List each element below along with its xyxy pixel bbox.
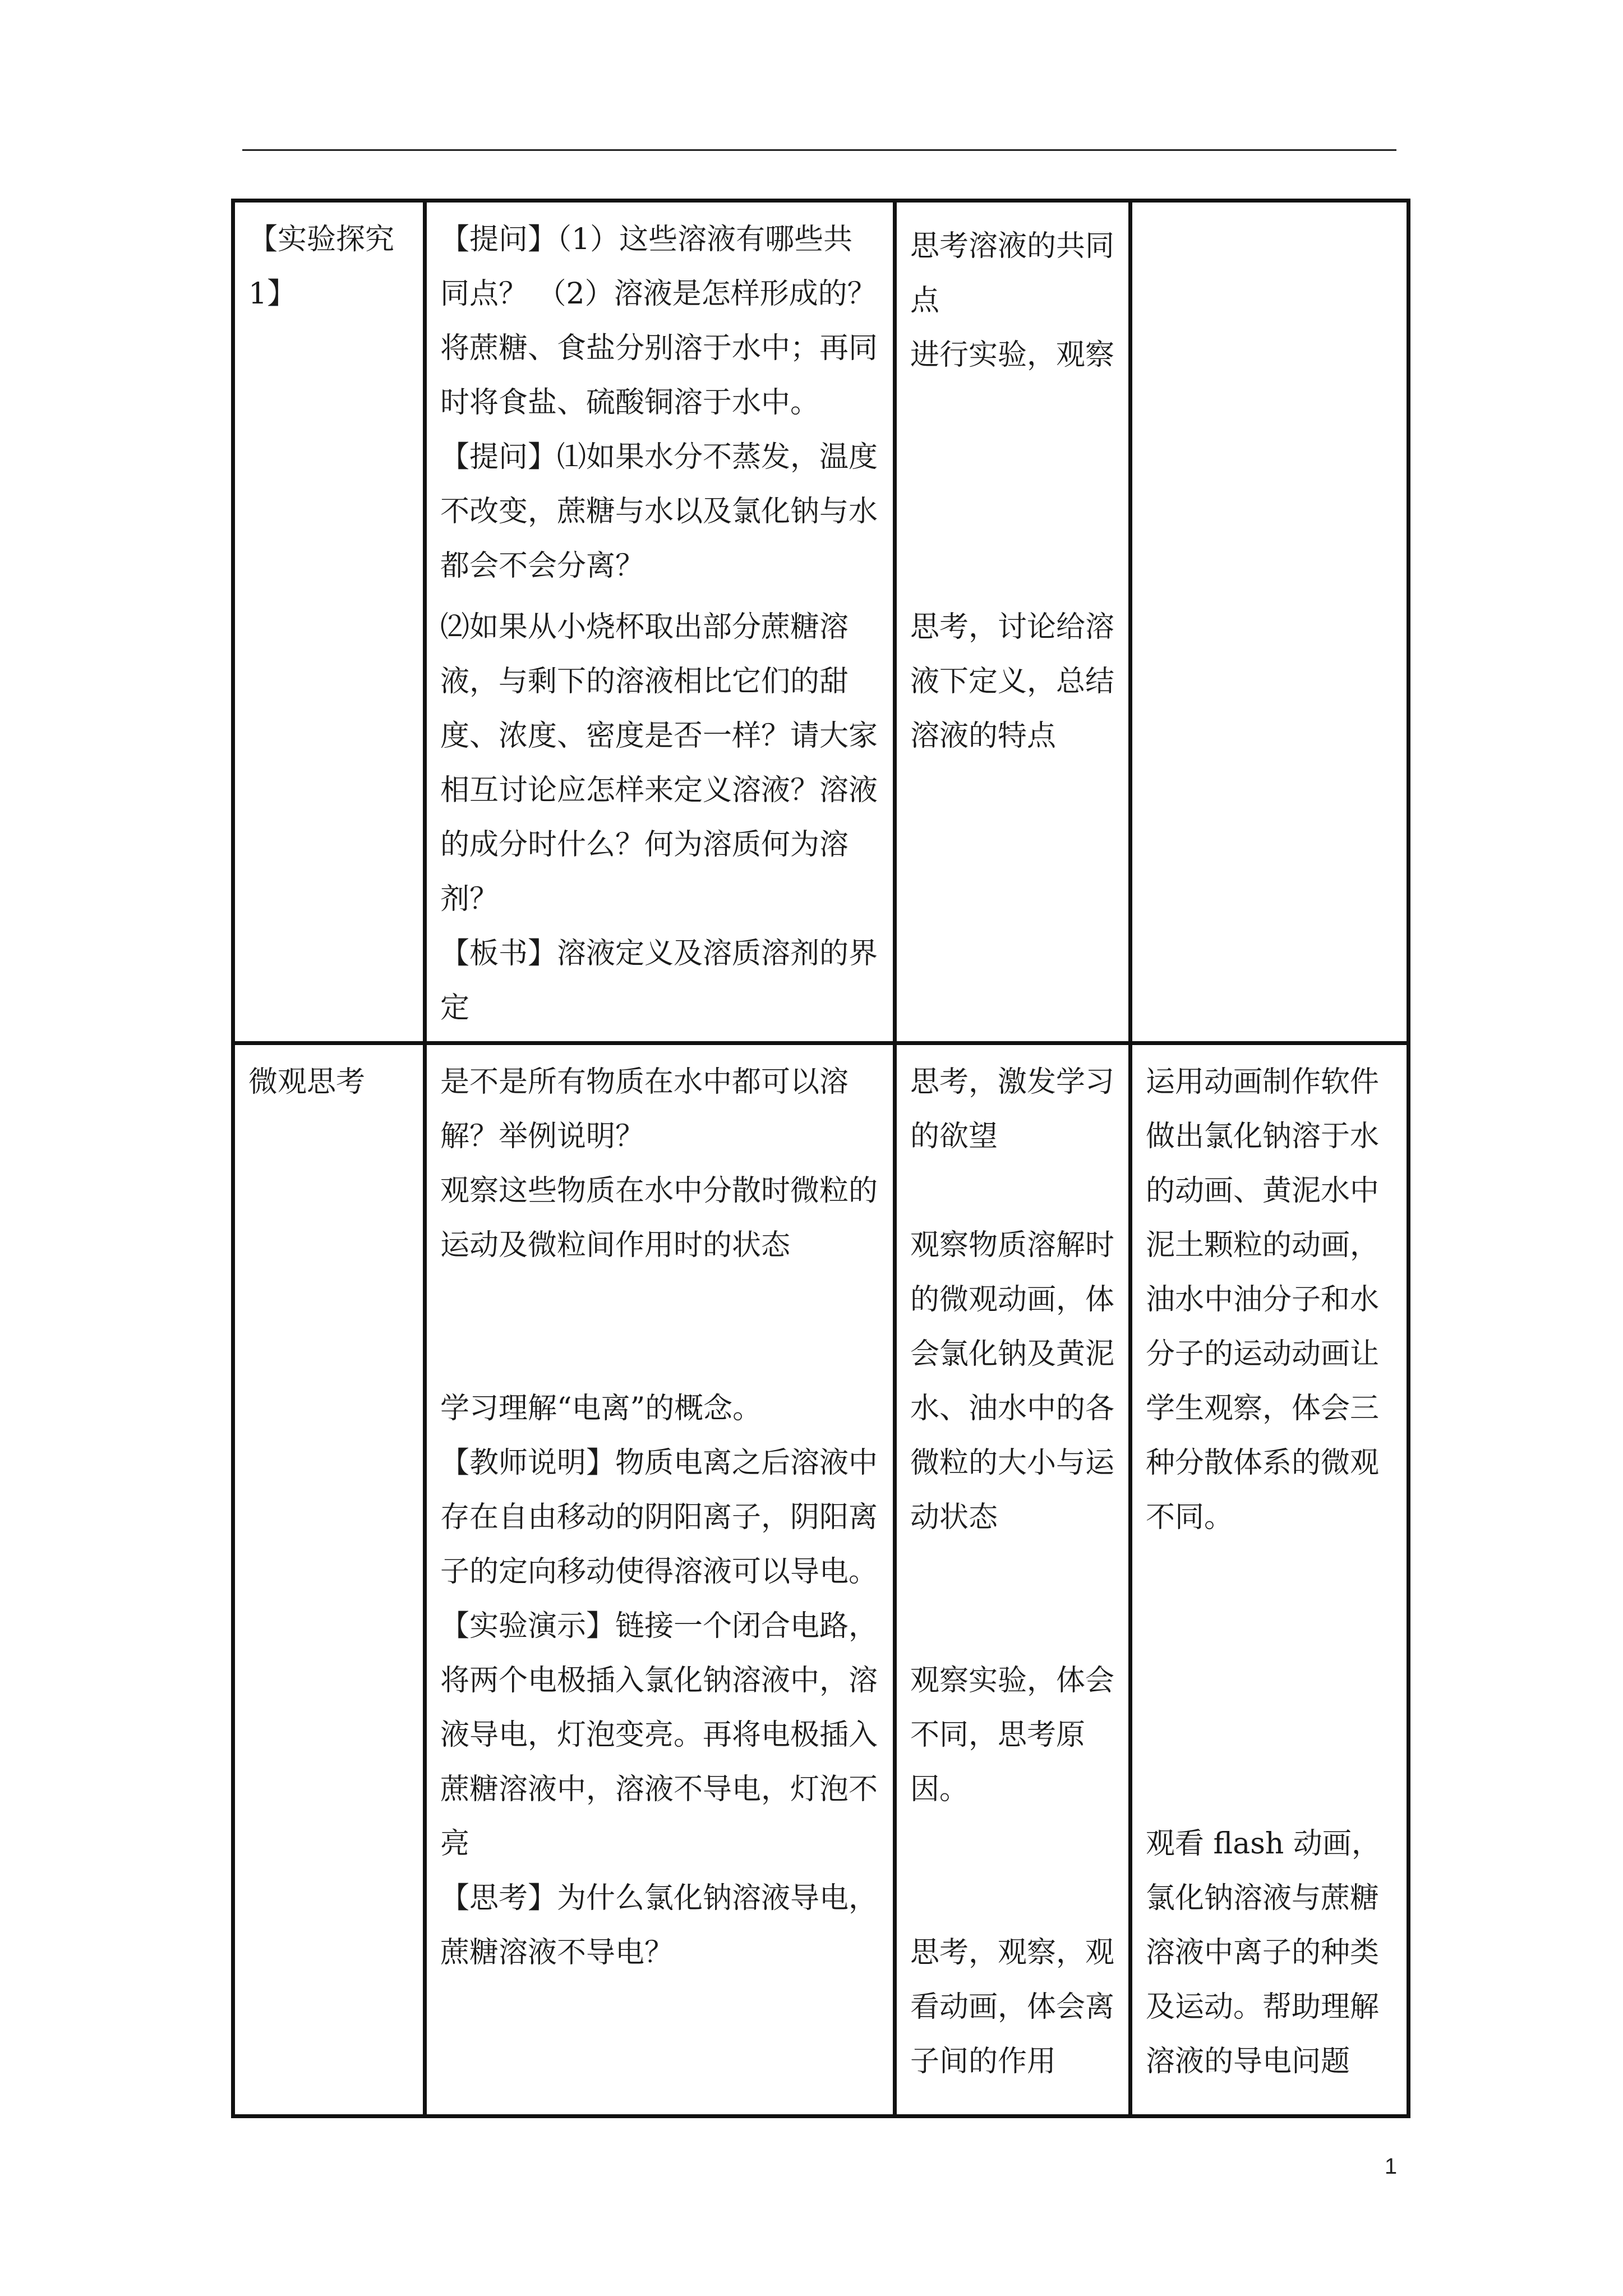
teacher-paragraph: ⑵如果从小烧杯取出部分蔗糖溶液，与剩下的溶液相比它们的甜度、浓度、密度是否一样？请大家相互讨论应怎样来定义溶液？溶液的成分时什么？何为溶质何为溶剂？ <box>440 610 878 916</box>
student-activity-cell <box>895 201 1131 1043</box>
header-rule <box>242 149 1396 151</box>
teacher-paragraph: 观察这些物质在水中分散时微粒的运动及微粒间作用时的状态 <box>440 1174 878 1262</box>
teacher-paragraph: 【提问】⑴如果水分不蒸发，温度不改变，蔗糖与水以及氯化钠与水都会不会分离？ <box>440 440 878 583</box>
teacher-paragraph: 【板书】溶液定义及溶质溶剂的界定 <box>440 937 878 1025</box>
teacher-paragraph: 将蔗糖、食盐分别溶于水中；再同时将食盐、硫酸铜溶于水中。 <box>440 332 878 420</box>
teacher-activity-cell <box>425 1043 895 2116</box>
design-paragraph: 观看 flash 动画，氯化钠溶液与蔗糖溶液中离子的种类及运动。帮助理解溶液的导电问题 <box>1146 1827 1381 2078</box>
student-paragraph: 观察实验，体会不同，思考原因。 <box>910 1664 1115 1806</box>
section-cell <box>233 1043 425 2116</box>
section-title: 【实验探究1】 <box>248 223 395 311</box>
lesson-plan-table <box>231 199 1410 2118</box>
teacher-paragraph: 【教师说明】物质电离之后溶液中存在自由移动的阴阳离子，阴阳离子的定向移动使得溶液可以导电。 <box>440 1446 878 1589</box>
design-paragraph: 运用动画制作软件做出氯化钠溶于水的动画、黄泥水中泥土颗粒的动画，油水中油分子和水分子的运动动画让学生观察，体会三种分散体系的微观不同。 <box>1146 1065 1380 1534</box>
student-paragraph: 进行实验，观察 <box>910 338 1115 372</box>
student-activity-cell <box>895 1043 1131 2116</box>
teacher-paragraph: 学习理解“电离”的概念。 <box>440 1392 762 1425</box>
student-paragraph: 思考，讨论给溶液下定义，总结溶液的特点 <box>910 610 1115 753</box>
design-intent-cell <box>1131 1043 1409 2116</box>
section-title: 微观思考 <box>248 1065 366 1099</box>
teacher-paragraph: 是不是所有物质在水中都可以溶解？举例说明？ <box>440 1065 849 1153</box>
teacher-paragraph: 【实验演示】链接一个闭合电路，将两个电极插入氯化钠溶液中，溶液导电，灯泡变亮。再将电极插入蔗糖溶液中，溶液不导电，灯泡不亮 <box>440 1609 878 1861</box>
section-cell <box>233 201 425 1043</box>
table-row <box>233 201 1409 1043</box>
teacher-paragraph: 【提问】（1）这些溶液有哪些共同点？ （2）溶液是怎样形成的？ <box>440 223 877 311</box>
teacher-activity-cell <box>425 201 895 1043</box>
teacher-paragraph: 【思考】为什么氯化钠溶液导电，蔗糖溶液不导电？ <box>440 1881 878 1970</box>
design-intent-cell <box>1131 201 1409 1043</box>
student-paragraph: 思考，激发学习的欲望 <box>910 1065 1115 1153</box>
page-number: 1 <box>1384 2154 1398 2179</box>
student-paragraph: 观察物质溶解时的微观动画，体会氯化钠及黄泥水、油水中的各微粒的大小与运动状态 <box>910 1228 1115 1534</box>
table-row <box>233 1043 1409 2116</box>
student-paragraph: 思考，观察，观看动画，体会离子间的作用 <box>910 1936 1115 2078</box>
student-paragraph: 思考溶液的共同点 <box>910 229 1115 318</box>
